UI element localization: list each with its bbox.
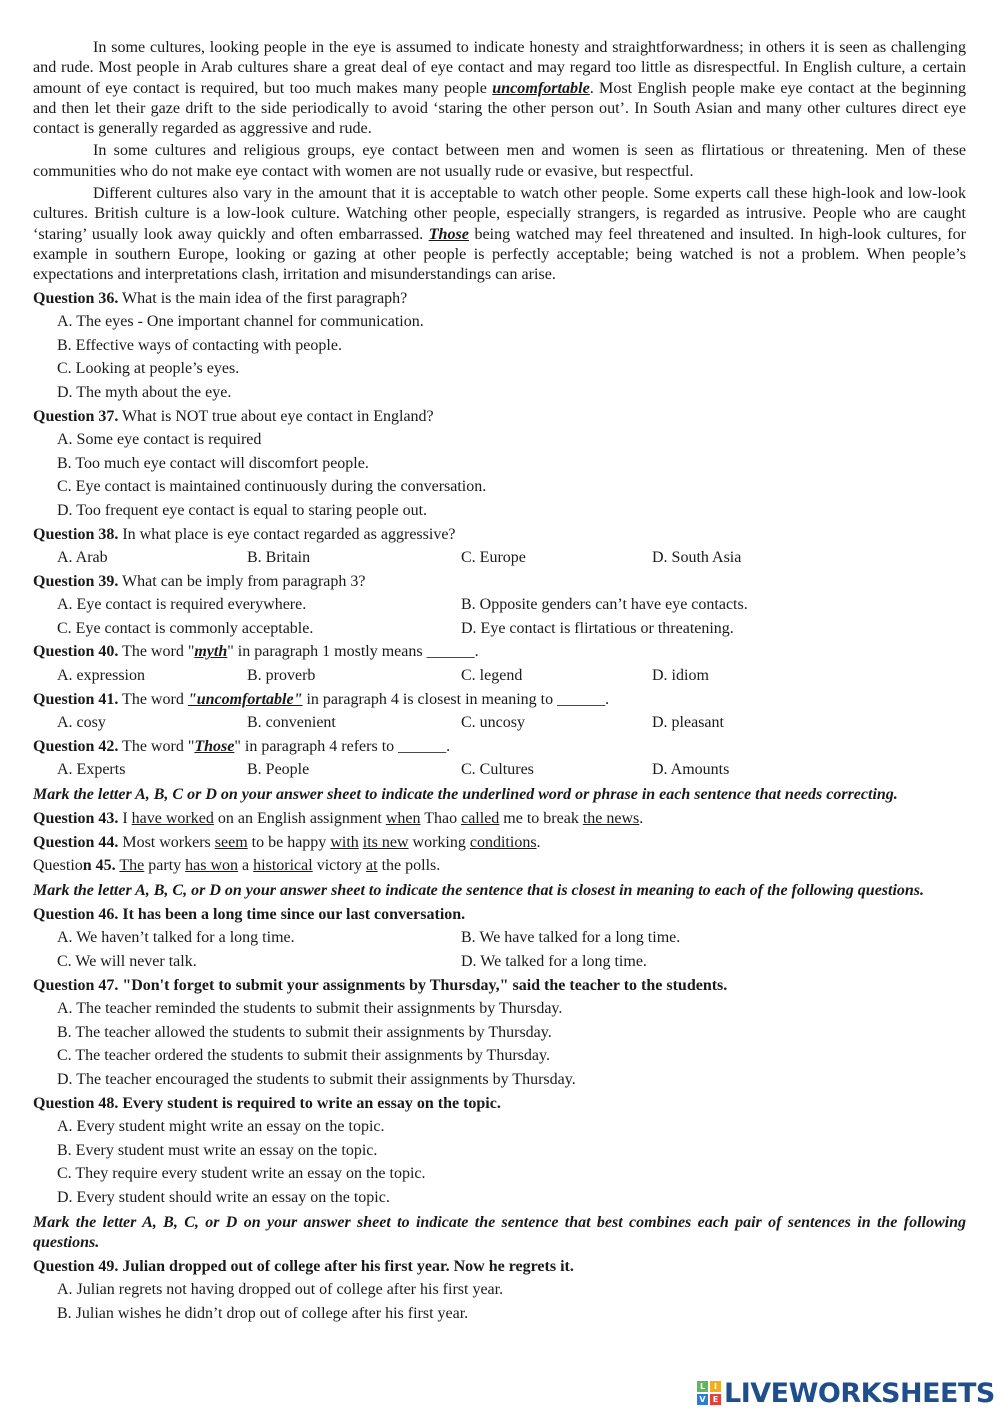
question-label: Question 47. "Don't forget to submit your assignments by Thursday," said the teacher to the students. [33, 976, 728, 994]
option-d[interactable]: D. Every student should write an essay on the topic. [57, 1188, 390, 1206]
question-38 [33, 523, 966, 570]
option-d[interactable]: D. The teacher encouraged the students to submit their assignments by Thursday. [57, 1070, 576, 1088]
logo-square-i: I [710, 1381, 721, 1392]
reading-passage [33, 38, 966, 286]
question-label-bold: n 45. [82, 857, 116, 875]
option-a[interactable]: A. The teacher reminded the students to submit their assignments by Thursday. [57, 1000, 563, 1018]
logo-text: LIVEWORKSHEETS [724, 1377, 995, 1409]
question-48 [33, 1092, 966, 1210]
option-c[interactable]: C. uncosy [461, 714, 525, 732]
logo-square-l: L [697, 1381, 708, 1392]
underlined-option-b[interactable]: when [385, 810, 421, 828]
question-text: What can be imply from paragraph 3? [118, 572, 366, 590]
instruction-closest-meaning: Mark the letter A, B, C, or D on your answer sheet to indicate the sentence that is closest in meaning to each of the following questions. [33, 881, 925, 899]
option-d[interactable]: D. idiom [652, 667, 709, 685]
instruction-error-identification: Mark the letter A, B, C or D on your answer sheet to indicate the underlined word or phrase in each sentence that needs correcting. [33, 786, 898, 804]
option-b[interactable]: B. Opposite genders can’t have eye contacts. [461, 596, 748, 614]
option-b[interactable]: B. Britain [247, 549, 311, 567]
option-c[interactable]: C. They require every student write an essay on the topic. [57, 1165, 426, 1183]
question-label: Question 36. [33, 289, 119, 307]
worksheet-page [33, 38, 966, 1325]
option-b[interactable]: B. Julian wishes he didn’t drop out of college after his first year. [57, 1304, 469, 1322]
question-label: Question 44. [33, 833, 119, 851]
underlined-option-d[interactable]: conditions [469, 833, 537, 851]
option-a[interactable]: A. Some eye contact is required [57, 431, 262, 449]
instruction-combine-sentences: Mark the letter A, B, C, or D on your answer sheet to indicate the sentence that best combines each pair of sentences in the following questions. [33, 1213, 966, 1251]
option-a[interactable]: A. expression [57, 667, 145, 685]
option-b[interactable]: B. Too much eye contact will discomfort people. [57, 454, 369, 472]
question-label: Question 41. [33, 690, 119, 708]
question-46 [33, 903, 966, 974]
underlined-option-d[interactable]: at [366, 857, 378, 875]
underlined-option-b[interactable]: with [330, 833, 359, 851]
question-label: Question 39. [33, 572, 119, 590]
option-a[interactable]: A. Experts [57, 761, 126, 779]
question-label-plain: Questio [33, 857, 83, 875]
question-label: Question 48. Every student is required to write an essay on the topic. [33, 1094, 501, 1112]
question-36 [33, 287, 966, 405]
keyword-those: Those [428, 225, 469, 243]
question-41: Question 41. The word "uncomfortable" in paragraph 4 is closest in meaning to ______. A. cosy B. convenient C. uncosy D. pleasant [33, 688, 966, 735]
option-c[interactable]: C. We will never talk. [57, 953, 197, 970]
option-a[interactable]: A. Every student might write an essay on the topic. [57, 1118, 385, 1136]
question-43: Question 43. I have worked on an English assignment when Thao called me to break the news. [33, 810, 644, 828]
keyword-myth: myth [194, 643, 228, 661]
option-b[interactable]: B. convenient [247, 714, 336, 732]
option-b[interactable]: B. Every student must write an essay on the topic. [57, 1141, 378, 1159]
option-a[interactable]: A. Arab [57, 549, 108, 567]
option-a[interactable]: A. We haven’t talked for a long time. [57, 929, 295, 947]
question-42: Question 42. The word "Those" in paragraph 4 refers to ______. A. Experts B. People C. Cultures D. Amounts [33, 735, 966, 782]
option-c[interactable]: C. The teacher ordered the students to submit their assignments by Thursday. [57, 1047, 550, 1065]
question-label: Question 49. Julian dropped out of college after his first year. Now he regrets it. [33, 1257, 574, 1275]
question-37 [33, 405, 966, 523]
option-b[interactable]: B. Effective ways of contacting with people. [57, 336, 342, 354]
option-c[interactable]: C. Cultures [461, 761, 534, 779]
passage-paragraph-2: In some cultures and religious groups, eye contact between men and women is seen as flirtatious or threatening. Men of these communities who do not make eye contact with women are not usually rude or evasive, but respectful. [33, 142, 966, 180]
question-text: In what place is eye contact regarded as aggressive? [118, 525, 456, 543]
question-40: Question 40. The word "myth" in paragraph 1 mostly means ______. A. expression B. proverb C. legend D. idiom [33, 640, 966, 687]
option-a[interactable]: A. Eye contact is required everywhere. [57, 596, 307, 614]
question-label: Question 40. [33, 643, 119, 661]
underlined-option-c[interactable]: historical [253, 857, 313, 875]
option-d[interactable]: D. Eye contact is flirtatious or threatening. [461, 619, 734, 637]
question-label: Question 46. It has been a long time since our last conversation. [33, 905, 466, 923]
option-c[interactable]: C. Looking at people’s eyes. [57, 360, 240, 378]
question-39 [33, 570, 966, 641]
underlined-option-a[interactable]: have worked [131, 810, 214, 828]
question-label: Question 42. [33, 737, 119, 755]
underlined-option-a[interactable]: The [119, 857, 145, 875]
underlined-option-b[interactable]: has won [185, 857, 239, 875]
question-label: Question 43. [33, 810, 119, 828]
option-b[interactable]: B. We have talked for a long time. [461, 929, 681, 947]
option-d[interactable]: D. South Asia [652, 549, 742, 567]
passage-paragraph-1: In some cultures, looking people in the eye is assumed to indicate honesty and straightforwardness; in others it is seen as challenging and rude. Most people in Arab cultures share a great deal of eye contact and may regard too little as disrespectful. In English culture, a certain amount of eye contact is required, but too much makes many people uncomfortable. Most English people make eye contact at the beginning and then let their gaze drift to the side periodically to avoid ‘staring the other person out’. In South Asian and many other cultures direct eye contact is generally regarded as aggressive and rude. [33, 39, 966, 138]
question-45: Question 45. The party has won a historical victory at the polls. [33, 857, 441, 875]
option-c[interactable]: C. legend [461, 667, 523, 685]
question-label: Question 37. [33, 407, 119, 425]
option-d[interactable]: D. We talked for a long time. [461, 953, 647, 970]
option-d[interactable]: D. Amounts [652, 761, 730, 779]
option-a[interactable]: A. cosy [57, 714, 106, 732]
option-d[interactable]: D. The myth about the eye. [57, 383, 232, 401]
keyword-uncomfortable: "uncomfortable" [187, 690, 303, 708]
option-b[interactable]: B. proverb [247, 667, 316, 685]
question-label: Question 38. [33, 525, 119, 543]
option-c[interactable]: C. Europe [461, 549, 526, 567]
question-47 [33, 974, 966, 1092]
logo-square-v: V [697, 1394, 708, 1405]
liveworksheets-logo [697, 1378, 995, 1408]
logo-square-e: E [710, 1394, 721, 1405]
question-44: Question 44. Most workers seem to be happy with its new working conditions. [33, 833, 541, 851]
underlined-option-c[interactable]: its new [362, 833, 409, 851]
option-d[interactable]: D. Too frequent eye contact is equal to staring people out. [57, 501, 428, 519]
question-text: What is NOT true about eye contact in England? [118, 407, 434, 425]
underlined-option-c[interactable]: called [461, 810, 500, 828]
option-a[interactable]: A. Julian regrets not having dropped out of college after his first year. [57, 1281, 504, 1299]
option-d[interactable]: D. pleasant [652, 714, 724, 732]
underlined-option-a[interactable]: seem [214, 833, 248, 851]
keyword-those: Those [194, 737, 235, 755]
underlined-option-d[interactable]: the news [582, 810, 640, 828]
option-c[interactable]: C. Eye contact is commonly acceptable. [57, 619, 314, 637]
keyword-uncomfortable: uncomfortable [492, 79, 590, 97]
option-b[interactable]: B. The teacher allowed the students to submit their assignments by Thursday. [57, 1023, 552, 1041]
logo-live-squares-icon [697, 1381, 721, 1405]
option-a[interactable]: A. The eyes - One important channel for communication. [57, 313, 424, 331]
option-c[interactable]: C. Eye contact is maintained continuously during the conversation. [57, 478, 487, 496]
question-49 [33, 1255, 966, 1326]
passage-paragraph-3: Different cultures also vary in the amount that it is acceptable to watch other people. Some experts call these high-look and low-look cultures. British culture is a low-look culture. Watching other people, especially strangers, is regarded as intrusive. People who are caught ‘staring’ usually look away quickly and often embarrassed. Those being watched may feel threatened and insulted. In high-look cultures, for example in southern Europe, looking or gazing at other people is perfectly acceptable; being watched is not a problem. When people’s expectations and interpretations clash, irritation and misunderstandings can arise. [33, 185, 966, 284]
question-text: What is the main idea of the first paragraph? [118, 289, 408, 307]
option-b[interactable]: B. People [247, 761, 310, 779]
